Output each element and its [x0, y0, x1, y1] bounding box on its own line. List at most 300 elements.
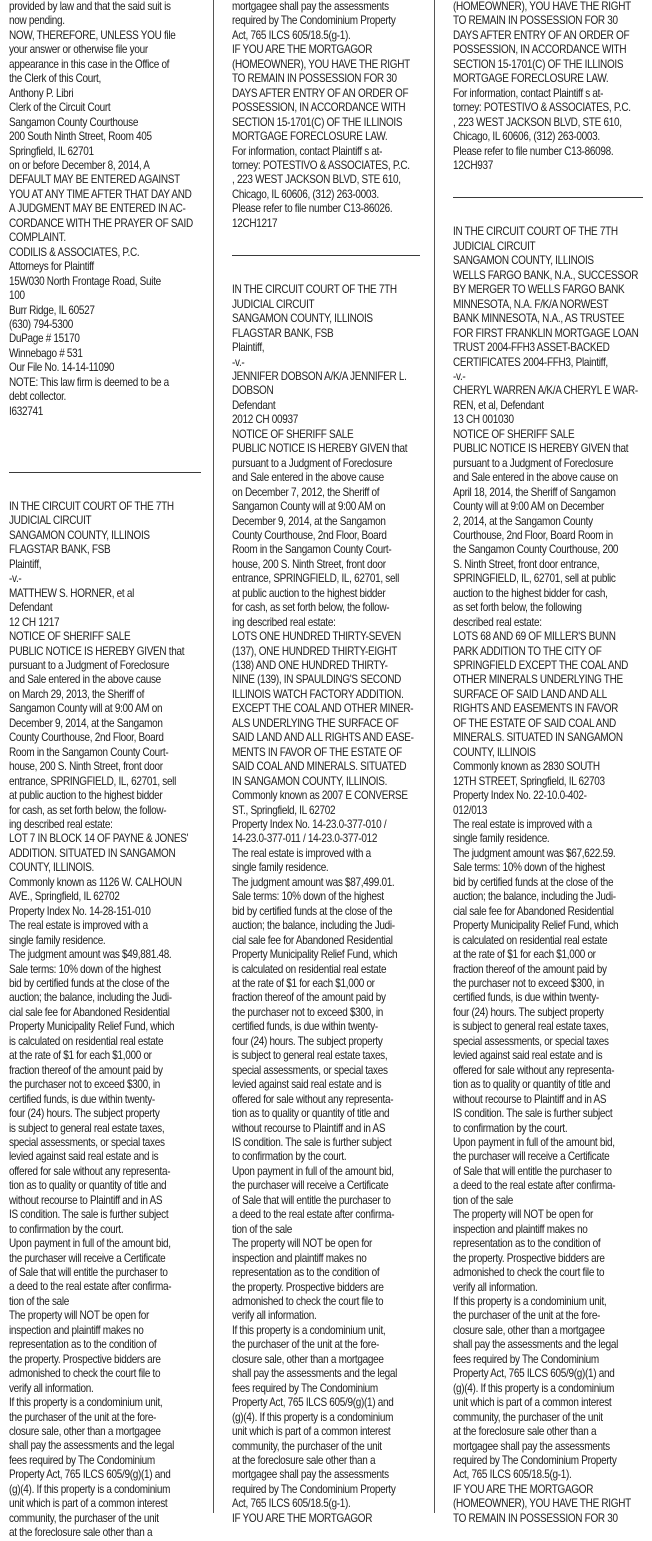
notice-text-line: representation as to the condition of [9, 1338, 157, 1352]
notice-text-line: house, 200 S. Ninth Street, front door [9, 760, 163, 774]
notice-text-line: offered for sale without any representa- [453, 1063, 615, 1077]
notice-text-line: 2012 CH 00937 [232, 413, 298, 427]
notice-text-line: and Sale entered in the above cause on [453, 471, 618, 485]
notice-text-line: FOR FIRST FRANKLIN MORTGAGE LOAN [453, 326, 639, 340]
notice-text-line: fees required by The Condominium [453, 1352, 599, 1366]
notice-text-line: PARK ADDITION TO THE CITY OF [453, 644, 602, 658]
notice-text-line: SANGAMON COUNTY, ILLINOIS [232, 312, 373, 326]
notice-text-line: debt collector. [9, 390, 67, 404]
notice-text-line: SURFACE OF SAID LAND AND ALL [453, 687, 607, 701]
notice-text-line: to confirmation by the court. [232, 1150, 347, 1164]
notice-text-line: CODILIS & ASSOCIATES, P.C. [9, 245, 140, 259]
notice-text-line: required by The Condominium Property [453, 1453, 617, 1467]
notice-text-line: provided by law and that the said suit is [9, 0, 171, 13]
notice-text-line: IF YOU ARE THE MORTGAGOR [232, 43, 373, 57]
notice-text-line: If this property is a condominium unit, [453, 1294, 607, 1308]
notice-text-line: at the rate of $1 for each $1,000 or [453, 948, 596, 962]
notice-text-line: fees required by The Condominium [9, 1453, 155, 1467]
notice-text-line: 100 [9, 289, 25, 303]
notice-text-line: 12CH937 [453, 158, 494, 172]
legal-notice-block [9, 0, 205, 448]
notice-text-line: is calculated on residential real estate [232, 962, 387, 976]
notice-text-line: inspection and plaintiff makes no [9, 1323, 144, 1337]
notice-text-line: NOTICE OF SHERIFF SALE [453, 427, 575, 441]
notice-text-line: Please refer to file number C13-86026. [232, 202, 393, 216]
notice-text-line: MINERALS. SITUATED IN SANGAMON [453, 731, 623, 745]
notice-text-line: tion as to quality or quantity of title and [232, 1107, 390, 1121]
notice-text-line: levied against said real estate and is [232, 1078, 382, 1092]
notice-text-line: auction; the balance, including the Judi- [9, 991, 172, 1005]
notice-text-line: four (24) hours. The subject property [232, 1034, 383, 1048]
notice-text-line: SANGAMON COUNTY, ILLINOIS [453, 254, 594, 268]
notice-text-line: at public auction to the highest bidder [232, 586, 386, 600]
notice-text-line: at the rate of $1 for each $1,000 or [232, 977, 375, 990]
notice-text-line: JUDICIAL CIRCUIT [453, 239, 536, 253]
notice-text-line: Please refer to file number C13-86098. [453, 144, 614, 158]
notice-text-line: community, the purchaser of the unit [9, 1511, 159, 1525]
notice-text-line: Clerk of the Circuit Court [9, 101, 111, 115]
notice-text-line: Property Act, 765 ILCS 605/9(g)(1) and [232, 1396, 394, 1410]
notice-text-line: IN SANGAMON COUNTY, ILLINOIS. [232, 774, 388, 788]
notice-text-line: community, the purchaser of the unit [453, 1410, 603, 1424]
notice-text-line: unit which is part of a common interest [232, 1425, 391, 1439]
legal-notice-block [453, 0, 647, 173]
notice-text-line: Sale terms: 10% down of the highest [232, 890, 384, 904]
notice-text-line: BY MERGER TO WELLS FARGO BANK [453, 283, 625, 297]
notice-text-line: FLAGSTAR BANK, FSB [232, 326, 334, 340]
notice-text-line: AVE., Springfield, IL 62702 [9, 890, 120, 904]
notice-text-line: Sale terms: 10% down of the highest [453, 861, 605, 875]
notice-text-line: OF THE ESTATE OF SAID COAL AND [453, 716, 616, 730]
notice-text-line: COMPLAINT. [9, 231, 66, 245]
notice-text-line: single family residence. [453, 832, 550, 846]
notice-text-line: the purchaser will receive a Certificate [453, 1150, 610, 1164]
notice-text-line: inspection and plaintiff makes no [453, 1222, 588, 1236]
notice-text-line: auction; the balance, including the Judi- [453, 890, 616, 904]
notice-text-line: PUBLIC NOTICE IS HEREBY GIVEN that [9, 644, 185, 658]
notice-text-line: Property Act, 765 ILCS 605/9(g)(1) and [9, 1468, 171, 1482]
notice-text-line: The real estate is improved with a [232, 846, 371, 860]
notice-text-line: to confirmation by the court. [9, 1222, 124, 1236]
notice-text-line: 15W030 North Frontage Road, Suite [9, 274, 161, 288]
notice-text-line: a deed to the real estate after confirma- [453, 1179, 616, 1193]
notice-text-line: (g)(4). If this property is a condominium [232, 1410, 394, 1424]
notice-text-line: EXCEPT THE COAL AND OTHER MINER- [232, 702, 414, 716]
notice-text-line: Commonly known as 2007 E CONVERSE [232, 789, 408, 803]
notice-text-line: Act, 765 ILCS 605/18.5(g-1). [232, 1497, 351, 1511]
notice-text-line: TO REMAIN IN POSSESSION FOR 30 [453, 1511, 618, 1525]
notice-text-line: closure sale, other than a mortgagee [232, 1352, 384, 1366]
notice-text-line: verify all information. [453, 1280, 538, 1294]
column-divider [434, 0, 435, 1513]
notice-text-line: IS condition. The sale is further subject [9, 1208, 169, 1222]
notice-text-line: is calculated on residential real estate [9, 1034, 164, 1048]
notice-text-line: , 223 WEST JACKSON BLVD, STE 610, [232, 173, 401, 187]
notice-text-line: on or before December 8, 2014, A [9, 158, 150, 172]
notice-text-line: NOTICE OF SHERIFF SALE [9, 630, 131, 644]
notice-text-line: The judgment amount was $49,881.48. [9, 948, 172, 962]
notice-text-line: the purchaser not to exceed $300, in [232, 1005, 384, 1019]
column-middle [232, 0, 424, 1525]
notice-text-line: County Courthouse, 2nd Floor, Board [9, 731, 164, 745]
notice-text-line: the purchaser not to exceed $300, in [453, 977, 605, 990]
notice-text-line: is subject to general real estate taxes, [9, 1121, 165, 1135]
notice-text-line: ST., Springfield, IL 62702 [232, 803, 336, 817]
notice-text-line: is subject to general real estate taxes, [453, 1020, 609, 1034]
notice-text-line: for cash, as set forth below, the follow- [232, 601, 390, 615]
notice-text-line: IF YOU ARE THE MORTGAGOR [232, 1511, 373, 1525]
notice-text-line: MORTGAGE FORECLOSURE LAW. [453, 72, 609, 86]
notice-text-line: tion as to quality or quantity of title and [9, 1179, 167, 1193]
notice-text-line: pursuant to a Judgment of Foreclosure [9, 659, 170, 672]
notice-text-line: ing described real estate: [9, 817, 113, 831]
notice-text-line: cial sale fee for Abandoned Residential [232, 933, 393, 947]
notice-text-line: BANK MINNESOTA, N.A., AS TRUSTEE [453, 312, 625, 326]
notice-text-line: Winnebago # 531 [9, 346, 83, 360]
notice-text-line: -v.- [453, 369, 466, 383]
notice-text-line: the property. Prospective bidders are [453, 1251, 605, 1265]
notice-text-line: at the foreclosure sale other than a [9, 1526, 153, 1540]
notice-text-line: The real estate is improved with a [453, 818, 592, 832]
notice-text-line: mortgagee shall pay the assessments [232, 0, 389, 13]
notice-text-line: representation as to the condition of [232, 1266, 380, 1280]
notice-text-line: MORTGAGE FORECLOSURE LAW. [232, 130, 388, 144]
notice-text-line: CERTIFICATES 2004-FFH3, Plaintiff, [453, 355, 608, 369]
notice-text-line: IS condition. The sale is further subject [453, 1107, 613, 1121]
notice-text-line: admonished to check the court file to [232, 1294, 384, 1308]
notice-text-line: Property Index No. 14-23.0-377-010 / [232, 818, 387, 832]
notice-text-line: REN, et al, Defendant [453, 398, 544, 412]
notice-text-line: admonished to check the court file to [9, 1367, 161, 1381]
notice-text-line: cial sale fee for Abandoned Residential [453, 904, 614, 918]
notice-text-line: OTHER MINERALS UNDERLYING THE [453, 673, 623, 687]
notice-text-line: auction to the highest bidder for cash, [453, 586, 608, 600]
blank-space [9, 419, 205, 433]
notice-text-line: the Clerk of this Court, [9, 72, 101, 86]
notice-separator-rule [9, 472, 201, 473]
notice-text-line: NOTE: This law firm is deemed to be a [9, 375, 169, 389]
notice-text-line: cial sale fee for Abandoned Residential [9, 1005, 170, 1019]
notice-text-line: shall pay the assessments and the legal [453, 1338, 619, 1352]
notice-text-line: at the foreclosure sale other than a [232, 1453, 376, 1467]
notice-text-line: DEFAULT MAY BE ENTERED AGAINST [9, 173, 180, 187]
notice-text-line: special assessments, or special taxes [232, 1063, 388, 1077]
notice-text-line: Our File No. 14-14-11090 [9, 361, 115, 375]
notice-text-line: 13 CH 001030 [453, 413, 514, 427]
blank-space [9, 434, 205, 448]
notice-text-line: a deed to the real estate after confirma- [9, 1280, 172, 1294]
notice-text-line: MINNESOTA, N.A. F/K/A NORWEST [453, 297, 609, 311]
notice-text-line: Property Index No. 14-28-151-010 [9, 904, 151, 918]
notice-text-line: on March 29, 2013, the Sheriff of [9, 687, 145, 701]
notice-text-line: Property Act, 765 ILCS 605/9(g)(1) and [453, 1367, 615, 1381]
notice-text-line: four (24) hours. The subject property [9, 1107, 160, 1121]
notice-text-line: 12TH STREET, Springfield, IL 62703 [453, 774, 605, 788]
notice-text-line: Property Municipality Relief Fund, which [232, 948, 398, 962]
notice-text-line: County Courthouse, 2nd Floor, Board [232, 528, 387, 542]
notice-text-line: required by The Condominium Property [232, 1482, 396, 1496]
notice-text-line: special assessments, or special taxes [453, 1034, 609, 1048]
notice-text-line: Act, 765 ILCS 605/18.5(g-1). [232, 28, 351, 42]
notice-text-line: the property. Prospective bidders are [232, 1280, 384, 1294]
notice-text-line: without recourse to Plaintiff and in AS [9, 1193, 163, 1207]
notice-text-line: house, 200 S. Ninth Street, front door [232, 557, 386, 571]
column-divider [213, 0, 214, 1513]
notice-text-line: admonished to check the court file to [453, 1266, 605, 1280]
notice-text-line: Defendant [9, 601, 53, 615]
notice-text-line: JUDICIAL CIRCUIT [9, 514, 92, 528]
notice-text-line: the purchaser of the unit at the fore- [9, 1410, 157, 1424]
notice-text-line: The real estate is improved with a [9, 919, 148, 933]
notice-text-line: Springfield, IL 62701 [9, 144, 94, 158]
notice-text-line: certified funds, is due within twenty- [453, 991, 599, 1005]
notice-text-line: Sangamon County will at 9:00 AM on [9, 702, 163, 716]
notice-text-line: on December 7, 2012, the Sheriff of [232, 485, 380, 499]
notice-text-line: Sangamon County Courthouse [9, 115, 139, 129]
notice-text-line: MATTHEW S. HORNER, et al [9, 586, 134, 600]
notice-text-line: The property will NOT be open for [9, 1309, 150, 1323]
notice-text-line: four (24) hours. The subject property [453, 1005, 604, 1019]
notice-text-line: IF YOU ARE THE MORTGAGOR [453, 1482, 594, 1496]
column-right [453, 0, 647, 1525]
notice-text-line: bid by certified funds at the close of the [453, 875, 614, 889]
notice-text-line: (g)(4). If this property is a condominium [9, 1482, 171, 1496]
notice-text-line: the Sangamon County Courthouse, 200 [453, 543, 619, 557]
notice-text-line: shall pay the assessments and the legal [9, 1439, 175, 1453]
notice-text-line: SPRINGFIELD EXCEPT THE COAL AND [453, 659, 628, 673]
notice-text-line: and Sale entered in the above cause [232, 471, 384, 485]
notice-text-line: (138) AND ONE HUNDRED THIRTY- [232, 659, 388, 673]
notice-text-line: fraction thereof of the amount paid by [9, 1063, 163, 1077]
notice-text-line: I632741 [9, 404, 43, 418]
notice-text-line: Chicago, IL 60606, (312) 263-0003. [232, 187, 379, 201]
notice-text-line: (137), ONE HUNDRED THIRTY-EIGHT [232, 644, 397, 658]
notice-text-line: entrance, SPRINGFIELD, IL, 62701, sell [232, 572, 400, 586]
notice-text-line: appearance in this case in the Office of [9, 57, 170, 71]
notice-text-line: NOW, THEREFORE, UNLESS YOU file [9, 28, 176, 42]
notice-text-line: (HOMEOWNER), YOU HAVE THE RIGHT [453, 0, 631, 13]
notice-text-line: (HOMEOWNER), YOU HAVE THE RIGHT [453, 1497, 631, 1511]
notice-text-line: without recourse to Plaintiff and in AS [453, 1092, 607, 1106]
notice-text-line: fees required by The Condominium [232, 1381, 378, 1395]
legal-notice-block [232, 283, 424, 1526]
notice-text-line: closure sale, other than a mortgagee [9, 1425, 161, 1439]
notice-text-line: JUDICIAL CIRCUIT [232, 297, 315, 311]
notice-text-line: your answer or otherwise file your [9, 43, 148, 57]
notice-text-line: DAYS AFTER ENTRY OF AN ORDER OF [232, 86, 409, 100]
notice-text-line: Sangamon County will at 9:00 AM on [232, 500, 386, 514]
notice-text-line: verify all information. [9, 1381, 94, 1395]
notice-text-line: IS condition. The sale is further subject [232, 1135, 392, 1149]
notice-text-line: 2, 2014, at the Sangamon County [453, 514, 593, 528]
notice-text-line: (HOMEOWNER), YOU HAVE THE RIGHT [232, 57, 410, 71]
notice-text-line: verify all information. [232, 1309, 317, 1323]
notice-text-line: PUBLIC NOTICE IS HEREBY GIVEN that [232, 442, 408, 456]
notice-text-line: If this property is a condominium unit, [9, 1396, 163, 1410]
notice-text-line: TRUST 2004-FFH3 ASSET-BACKED [453, 341, 610, 355]
notice-text-line: Sale terms: 10% down of the highest [9, 962, 161, 976]
notice-text-line: Commonly known as 1126 W. CALHOUN [9, 875, 182, 889]
notice-text-line: described real estate: [453, 615, 542, 629]
notice-text-line: at the rate of $1 for each $1,000 or [9, 1049, 152, 1063]
notice-text-line: WELLS FARGO BANK, N.A., SUCCESSOR [453, 268, 639, 282]
notice-text-line: 12CH1217 [232, 216, 278, 230]
notice-text-line: Act, 765 ILCS 605/18.5(g-1). [453, 1468, 572, 1482]
notice-text-line: SECTION 15-1701(C) OF THE ILLINOIS [453, 57, 624, 71]
notice-text-line: bid by certified funds at the close of the [9, 976, 170, 990]
notice-text-line: required by The Condominium Property [232, 14, 396, 28]
legal-notice-block [232, 0, 424, 231]
notice-text-line: SAID COAL AND MINERALS. SITUATED [232, 760, 407, 774]
notice-text-line: , 223 WEST JACKSON BLVD, STE 610, [453, 115, 622, 129]
notice-text-line: to confirmation by the court. [453, 1121, 568, 1135]
notice-text-line: the purchaser will receive a Certificate [232, 1179, 389, 1193]
notice-text-line: is calculated on residential real estate [453, 933, 608, 947]
notice-text-line: offered for sale without any representa- [9, 1164, 171, 1178]
notice-text-line: Commonly known as 2830 SOUTH [453, 760, 600, 774]
notice-text-line: without recourse to Plaintiff and in AS [232, 1121, 386, 1135]
notice-text-line: CHERYL WARREN A/K/A CHERYL E WAR- [453, 384, 638, 398]
legal-notice-block [453, 225, 647, 1526]
notice-text-line: NOTICE OF SHERIFF SALE [232, 427, 354, 441]
notice-text-line: inspection and plaintiff makes no [232, 1251, 367, 1265]
notice-text-line: fraction thereof of the amount paid by [453, 962, 607, 976]
notice-text-line: levied against said real estate and is [9, 1150, 159, 1164]
notice-text-line: 14-23.0-377-011 / 14-23.0-377-012 [232, 832, 378, 846]
notice-text-line: representation as to the condition of [453, 1237, 601, 1251]
notice-text-line: offered for sale without any representa- [232, 1092, 394, 1106]
notice-text-line: YOU AT ANY TIME AFTER THAT DAY AND [9, 187, 192, 201]
notice-text-line: ADDITION. SITUATED IN SANGAMON [9, 846, 176, 860]
notice-text-line: certified funds, is due within twenty- [9, 1092, 155, 1106]
notice-text-line: the property. Prospective bidders are [9, 1352, 161, 1366]
notice-text-line: The judgment amount was $67,622.59. [453, 846, 616, 860]
notice-text-line: 200 South Ninth Street, Room 405 [9, 130, 152, 144]
notice-text-line: A JUDGMENT MAY BE ENTERED IN AC- [9, 202, 186, 216]
notice-text-line: S. Ninth Street, front door entrance, [453, 557, 600, 571]
notice-text-line: SECTION 15-1701(C) OF THE ILLINOIS [232, 115, 403, 129]
notice-text-line: MENTS IN FAVOR OF THE ESTATE OF [232, 745, 402, 759]
notice-text-line: the purchaser of the unit at the fore- [232, 1338, 380, 1352]
notice-text-line: DAYS AFTER ENTRY OF AN ORDER OF [453, 28, 630, 42]
notice-text-line: SANGAMON COUNTY, ILLINOIS [9, 528, 150, 542]
notice-text-line: Room in the Sangamon County Court- [232, 543, 392, 557]
notice-text-line: SAID LAND AND ALL RIGHTS AND EASE- [232, 731, 414, 745]
notice-text-line: TO REMAIN IN POSSESSION FOR 30 [453, 14, 618, 28]
notice-text-line: LOTS 68 AND 69 OF MILLER'S BUNN [453, 630, 616, 644]
notice-text-line: 12 CH 1217 [9, 615, 60, 629]
notice-text-line: The judgment amount was $87,499.01. [232, 875, 395, 889]
notice-text-line: fraction thereof of the amount paid by [232, 991, 386, 1005]
notice-separator-rule [232, 255, 420, 256]
notice-text-line: IN THE CIRCUIT COURT OF THE 7TH [453, 225, 618, 239]
notice-text-line: Upon payment in full of the amount bid, [9, 1237, 171, 1251]
notice-text-line: December 9, 2014, at the Sangamon [232, 514, 386, 528]
notice-text-line: April 18, 2014, the Sheriff of Sangamon [453, 485, 616, 499]
notice-text-line: (630) 794-5300 [9, 317, 73, 331]
notice-text-line: tion of the sale [453, 1193, 514, 1207]
notice-text-line: SPRINGFIELD, IL, 62701, sell at public [453, 572, 616, 586]
notice-text-line: LOTS ONE HUNDRED THIRTY-SEVEN [232, 630, 401, 644]
notice-text-line: mortgagee shall pay the assessments [453, 1439, 610, 1453]
notice-text-line: of Sale that will entitle the purchaser to [9, 1266, 168, 1280]
notice-text-line: POSSESSION, IN ACCORDANCE WITH [232, 101, 406, 115]
notice-separator-rule [453, 197, 643, 198]
notice-text-line: the purchaser not to exceed $300, in [9, 1078, 161, 1092]
notice-text-line: LOT 7 IN BLOCK 14 OF PAYNE & JONES' [9, 832, 189, 846]
notice-text-line: torney: POTESTIVO & ASSOCIATES, P.C. [453, 101, 631, 115]
notice-text-line: as set forth below, the following [453, 601, 582, 615]
notice-text-line: -v.- [9, 572, 22, 586]
notice-text-line: Upon payment in full of the amount bid, [232, 1164, 394, 1178]
notice-text-line: December 9, 2014, at the Sangamon [9, 716, 163, 730]
notice-text-line: Burr Ridge, IL 60527 [9, 303, 95, 317]
notice-text-line: entrance, SPRINGFIELD, IL, 62701, sell [9, 774, 177, 788]
notice-text-line: and Sale entered in the above cause [9, 673, 161, 687]
notice-text-line: NINE (139), IN SPAULDING'S SECOND [232, 673, 402, 687]
notice-text-line: PUBLIC NOTICE IS HEREBY GIVEN that [453, 442, 629, 456]
notice-text-line: a deed to the real estate after confirma- [232, 1208, 395, 1222]
legal-notice-block [9, 500, 205, 1541]
notice-text-line: Defendant [232, 398, 276, 412]
notice-text-line: Property Municipality Relief Fund, which [9, 1020, 175, 1034]
notice-text-line: certified funds, is due within twenty- [232, 1020, 378, 1034]
notice-text-line: Plaintiff, [232, 341, 265, 355]
notice-text-line: Attorneys for Plaintiff [9, 260, 94, 274]
notice-text-line: special assessments, or special taxes [9, 1135, 165, 1149]
notice-text-line: tion as to quality or quantity of title and [453, 1078, 611, 1092]
notice-text-line: The property will NOT be open for [232, 1237, 373, 1251]
notice-text-line: County will at 9:00 AM on December [453, 500, 605, 514]
notice-text-line: Anthony P. Libri [9, 86, 74, 100]
notice-text-line: at public auction to the highest bidder [9, 789, 163, 803]
notice-text-line: unit which is part of a common interest [9, 1497, 168, 1511]
notice-text-line: for cash, as set forth below, the follow- [9, 803, 167, 817]
notice-text-line: 012/013 [453, 803, 487, 817]
notice-text-line: ing described real estate: [232, 615, 336, 629]
notice-text-line: is subject to general real estate taxes, [232, 1049, 388, 1063]
notice-text-line: ILLINOIS WATCH FACTORY ADDITION. [232, 687, 404, 701]
notice-text-line: COUNTY, ILLINOIS. [9, 861, 95, 875]
notice-text-line: -v.- [232, 355, 245, 369]
notice-text-line: (g)(4). If this property is a condominium [453, 1381, 615, 1395]
notice-text-line: pursuant to a Judgment of Foreclosure [453, 456, 614, 470]
notice-text-line: community, the purchaser of the unit [232, 1439, 382, 1453]
notice-text-line: at the foreclosure sale other than a [453, 1425, 597, 1439]
notice-text-line: pursuant to a Judgment of Foreclosure [232, 456, 393, 470]
notice-text-line: tion of the sale [232, 1222, 293, 1236]
notice-text-line: Chicago, IL 60606, (312) 263-0003. [453, 130, 600, 144]
notice-text-line: single family residence. [232, 861, 329, 875]
notice-text-line: the purchaser of the unit at the fore- [453, 1309, 601, 1323]
notice-text-line: For information, contact Plaintiff s at- [232, 144, 383, 158]
notice-text-line: If this property is a condominium unit, [232, 1323, 386, 1337]
notice-text-line: TO REMAIN IN POSSESSION FOR 30 [232, 72, 397, 86]
notice-text-line: CORDANCE WITH THE PRAYER OF SAID [9, 216, 193, 230]
notice-text-line: For information, contact Plaintiff s at- [453, 86, 604, 100]
notice-text-line: RIGHTS AND EASEMENTS IN FAVOR [453, 702, 619, 716]
notice-text-line: The property will NOT be open for [453, 1208, 594, 1222]
notice-text-line: tion of the sale [9, 1294, 70, 1308]
notice-text-line: torney: POTESTIVO & ASSOCIATES, P.C. [232, 158, 410, 172]
notice-text-line: shall pay the assessments and the legal [232, 1367, 398, 1381]
notice-text-line: now pending. [9, 14, 65, 28]
notice-text-line: of Sale that will entitle the purchaser to [453, 1164, 612, 1178]
notice-text-line: auction; the balance, including the Judi- [232, 919, 395, 933]
notice-text-line: mortgagee shall pay the assessments [232, 1468, 389, 1482]
notice-text-line: COUNTY, ILLINOIS [453, 745, 536, 759]
notice-text-line: Room in the Sangamon County Court- [9, 745, 169, 759]
